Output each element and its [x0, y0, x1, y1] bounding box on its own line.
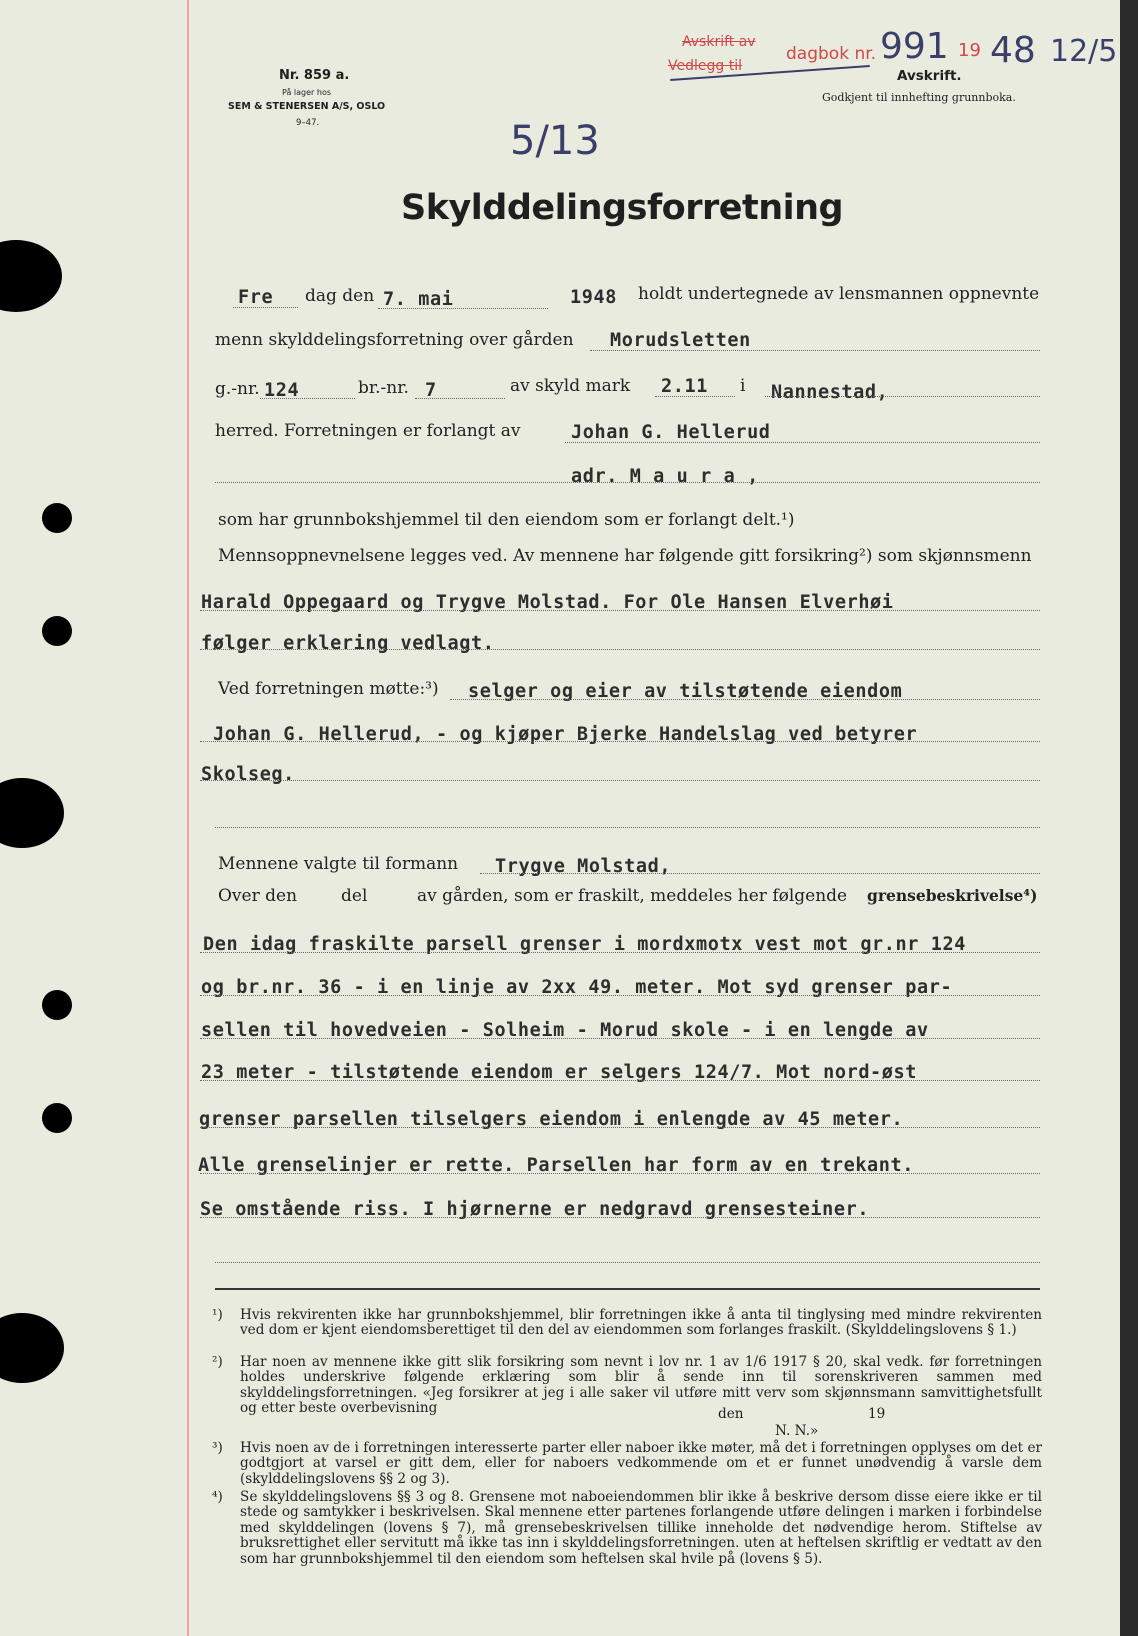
description-rule [200, 1038, 1040, 1039]
publisher-line: På lager hos [282, 88, 331, 97]
desc-rule-end [215, 1262, 1040, 1263]
footnote-2 [212, 1355, 1042, 1440]
bnr-value: 7 [425, 380, 437, 401]
year-value: 1948 [570, 287, 617, 308]
stamp-avskrift-av: Avskrift av [682, 34, 756, 50]
address-value: adr. M a u r a , [571, 466, 759, 487]
i-label: i [740, 376, 746, 396]
form-number: Nr. 859 a. [279, 68, 350, 83]
del-label: del [341, 886, 368, 906]
municipality-value: Nannestad, [771, 382, 889, 403]
footnote-separator [215, 1288, 1040, 1290]
formann-label: Mennene valgte til formann [218, 854, 459, 874]
formann-line [480, 873, 1040, 874]
footnote-4 [212, 1490, 1042, 1580]
footnote-number: ²) [212, 1354, 223, 1370]
requester-line [565, 442, 1040, 443]
avskrift-label: Avskrift. [897, 68, 962, 84]
margin-line [187, 0, 189, 1636]
description-line: Den idag fraskilte parsell grenser i mordxmotx vest mot gr.nr 124 [203, 934, 966, 955]
bnr-label: br.-nr. [358, 378, 409, 398]
footnote-2-den: den [718, 1406, 744, 1422]
description-line: Se omstående riss. I hjørnerne er nedgravd grensesteiner. [200, 1199, 870, 1220]
gnr-line [260, 398, 355, 399]
description-line: og br.nr. 36 - i en linje av 2xx 49. meter. Mot syd grenser par- [201, 977, 953, 998]
description-line: Alle grenselinjer er rette. Parsellen har form av en trekant. [198, 1155, 915, 1176]
weekday-value: Fre [238, 287, 274, 308]
punch-hole [42, 503, 72, 533]
requester-value: Johan G. Hellerud [571, 422, 771, 443]
hjemmel-text: som har grunnbokshjemmel til den eiendom som er forlangt delt.¹) [218, 510, 795, 530]
men-rule-1 [200, 610, 1040, 611]
punch-hole [0, 240, 62, 312]
herred-text: herred. Forretningen er forlangt av [215, 421, 521, 441]
punch-hole [42, 990, 72, 1020]
punch-hole [42, 1103, 72, 1133]
weekday-line [233, 307, 298, 308]
over-text: av gården, som er fraskilt, meddeles her følgende [417, 886, 848, 906]
date-line [378, 308, 548, 309]
punch-hole [0, 778, 64, 848]
motte-rule-1 [450, 699, 1040, 700]
men-line-2: følger erklering vedlagt. [201, 633, 495, 654]
menn-text: menn skylddelingsforretning over gården [215, 330, 574, 350]
description-rule [200, 1173, 1040, 1174]
godkjent-label: Godkjent til innhefting grunnboka. [822, 91, 1016, 104]
footnote-text: Har noen av mennene ikke gitt slik forsikring som nevnt i lov nr. 1 av 1/6 1917 § 20, skal vedk. før forretningen holdes underskrive følgende erklæring som blir å sende inn til sorenskriveren sammen med skylddelingsforretningen. «Jeg forsikrer at jeg i alle saker vil utføre mitt verv som skjønnsmann samvittighetsfullt og etter beste overbevisning [240, 1354, 1042, 1417]
farm-line [590, 350, 1040, 351]
handwritten-mark: 5/13 [510, 118, 600, 164]
men-line-1: Harald Oppegaard og Trygve Molstad. For Ole Hansen Elverhøi [201, 592, 894, 613]
stamp-vedlegg-til: Vedlegg til [668, 58, 742, 74]
handwritten-ref: 12/5 [1050, 34, 1118, 69]
motte-rule-3 [200, 780, 1040, 781]
stamp-dagbok: dagbok nr. [786, 44, 877, 64]
footnote-2-year: 19 [868, 1406, 886, 1422]
description-line: grenser parsellen tilselgers eiendom i enlengde av 45 meter. [199, 1109, 904, 1130]
motte-line-2: Johan G. Hellerud, - og kjøper Bjerke Handelslag ved betyrer [213, 724, 918, 745]
document-title: Skylddelingsforretning [401, 188, 844, 228]
skyld-line [655, 396, 735, 397]
over-den-label: Over den [218, 886, 298, 906]
gnr-label: g.-nr. [215, 379, 260, 399]
description-rule [200, 952, 1040, 953]
footnote-number: ⁴) [212, 1489, 223, 1505]
punch-hole [42, 616, 72, 646]
motte-rule-4 [215, 827, 1040, 828]
municipality-line [765, 396, 1040, 397]
footnote-text: Hvis rekvirenten ikke har grunnbokshjemmel, blir forretningen ikke å anta til tinglysing med mindre rekvirenten ved dom er kjent eiendomsberettiget til den del av eiendommen som forlanges fraskilt. (Skylddelingslovens § 1.) [240, 1307, 1042, 1339]
punch-hole [0, 1313, 64, 1383]
footnote-2-nn: N. N.» [775, 1423, 819, 1439]
skyld-label: av skyld mark [510, 376, 631, 396]
description-rule [200, 1217, 1040, 1218]
motte-rule-2 [200, 741, 1040, 742]
stamp-year-prefix: 19 [958, 40, 981, 61]
description-rule [200, 995, 1040, 996]
footnote-3 [212, 1441, 1042, 1491]
motte-line-1: selger og eier av tilstøtende eiendom [468, 681, 903, 702]
farm-value: Morudsletten [610, 330, 751, 351]
description-rule [200, 1127, 1040, 1128]
footnote-text: Hvis noen av de i forretningen interesserte parter eller naboer ikke møter, må det i forretningen opplyses om det er godtgjort at varsel er gitt dem, eller for naboers vedkommende om et er funnet unødvendig å varsle dem (skylddelingslovens §§ 2 og 3). [240, 1440, 1042, 1487]
menns-text: Mennsoppnevnelsene legges ved. Av mennene har følgende gitt forsikring²) som skjønnsmenn [218, 546, 1032, 566]
description-line: sellen til hovedveien - Solheim - Morud skole - i en lengde av [201, 1020, 929, 1041]
address-line [215, 482, 1040, 483]
grense-label: grensebeskrivelse⁴) [867, 886, 1038, 905]
bnr-line [415, 398, 505, 399]
description-line: 23 meter - tilstøtende eiendom er selgers 124/7. Mot nord-øst [201, 1062, 918, 1083]
dag-den-label: dag den [305, 286, 375, 306]
footnote-text: Se skylddelingslovens §§ 3 og 8. Grensene mot naboeiendommen blir ikke å beskrive dersom disse eiere ikke er til stede og samtykker i beskrivelsen. Skal mennene etter partenes forlangende utføre delingen i marken i forbindelse med skylddelingen (lovens § 7), må grensebeskrivelsen tillike inneholde det nødvendige herom. Stiftelse av bruksrettighet eller servitutt må ikke tas inn i skylddelingsforretningen. uten at heftelsen skriftlig er vedtatt av den som har grunnbokshjemmel til den eiendom som heftelsen skal hvile på (lovens § 5). [240, 1489, 1042, 1567]
formann-value: Trygve Molstad, [495, 856, 672, 877]
footnote-number: ¹) [212, 1307, 223, 1323]
skyld-value: 2.11 [661, 376, 708, 397]
date-value: 7. mai [383, 289, 454, 310]
description-rule [200, 1080, 1040, 1081]
publisher-line: 9–47. [296, 118, 320, 128]
men-rule-2 [200, 649, 1040, 650]
publisher-line: SEM & STENERSEN A/S, OSLO [228, 101, 386, 112]
footnote-number: ³) [212, 1440, 223, 1456]
held-text: holdt undertegnede av lensmannen oppnevnte [638, 284, 1040, 304]
motte-label: Ved forretningen møtte:³) [218, 679, 439, 699]
footnote-1 [212, 1308, 1042, 1358]
handwritten-year: 48 [990, 30, 1036, 71]
handwritten-dagbok-number: 991 [880, 26, 949, 67]
gnr-value: 124 [264, 380, 300, 401]
motte-line-3: Skolseg. [201, 764, 295, 785]
